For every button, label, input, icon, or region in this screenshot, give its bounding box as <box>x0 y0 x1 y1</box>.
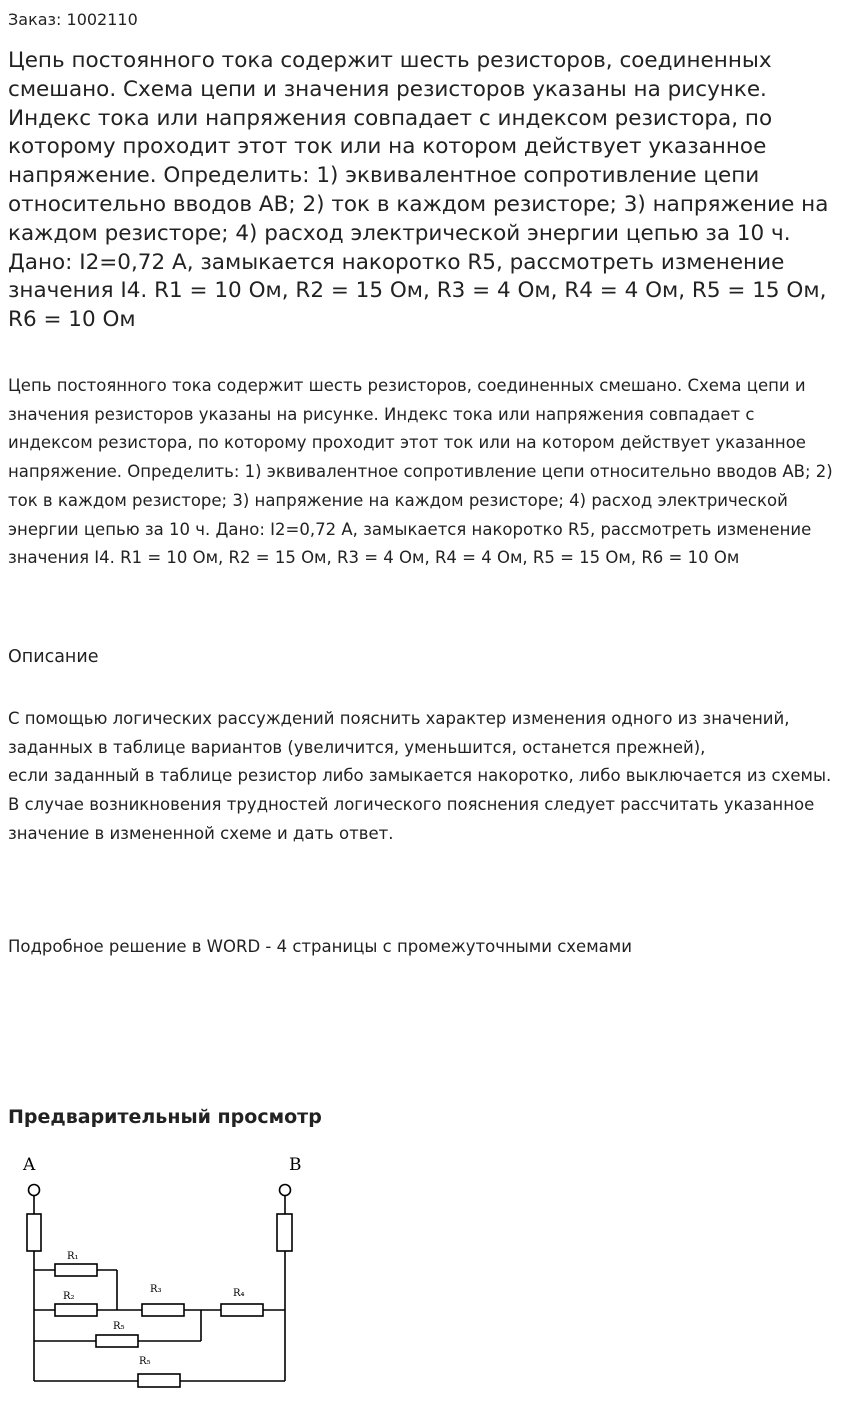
resistor-r2 <box>55 1304 97 1316</box>
description-heading: Описание <box>8 647 99 667</box>
resistor-r4 <box>221 1304 263 1316</box>
label-r5: R₅ <box>113 1321 125 1332</box>
label-bottom: R₅ <box>139 1356 151 1367</box>
resistor-bottom <box>138 1374 180 1387</box>
terminal-a-label: A <box>23 1155 36 1175</box>
terminal-a <box>29 1185 40 1196</box>
circuit-schematic <box>8 1143 328 1403</box>
label-r2: R₂ <box>63 1291 75 1302</box>
label-r4: R₄ <box>233 1288 245 1299</box>
intro-text: Цепь постоянного тока содержит шесть резисторов, соединенных смешано. Схема цепи и значения резисторов указаны на рисунке. Индекс тока или напряжения совпадает с индексом резистора, по которому проходит этот ток или на котором действует указанное напряжение. Определить: 1) эквивалентное сопротивление цепи относительно вводов AB; 2) ток в каждом резисторе; 3) напряжение на каждом резисторе; 4) расход электрической энергии цепью за 10 ч. Дано: I2=0,72 А, замыкается накоротко R5, рассмотреть изменение значения I4. R1 = 10 Ом, R2 = 15 Ом, R3 = 4 Ом, R4 = 4 Ом, R5 = 15 Ом, R6 = 10 Ом <box>8 376 833 568</box>
description-text: С помощью логических рассуждений пояснить характер изменения одного из значений, заданных в таблице вариантов (увеличится, уменьшится, останется прежней), если заданный в таблице резистор либо замыкается накоротко, либо выключается из схемы. В случае возникновения трудностей логического пояснения следует рассчитать указанное значение в измененной схеме и дать ответ. <box>8 709 832 843</box>
label-r1: R₁ <box>67 1251 79 1262</box>
page-title: Цепь постоянного тока содержит шесть резисторов, соединенных смешано. Схема цепи и значения резисторов указаны на рисунке. Индекс тока или напряжения совпадает с индексом резистора, по которому проходит этот ток или на котором действует указанное напряжение. Определить: 1) эквивалентное сопротивление цепи относительно вводов AB; 2) ток в каждом резисторе; 3) напряжение на каждом резисторе; 4) расход электрической энергии цепью за 10 ч. Дано: I2=0,72 А, замыкается накоротко R5, рассмотреть изменение значения I4. R1 = 10 Ом, R2 = 15 Ом, R3 = 4 Ом, R4 = 4 Ом, R5 = 15 Ом, R6 = 10 Ом <box>8 48 829 333</box>
resistor-r5 <box>96 1335 138 1347</box>
resistor-lead-a <box>27 1214 41 1251</box>
terminal-b <box>280 1185 291 1196</box>
terminal-b-label: B <box>289 1155 302 1175</box>
resistor-r1 <box>55 1264 97 1276</box>
resistor-lead-b <box>277 1214 292 1251</box>
order-number: Заказ: 1002110 <box>8 10 138 29</box>
label-r3: R₃ <box>150 1284 162 1295</box>
solution-note: Подробное решение в WORD - 4 страницы с промежуточными схемами <box>8 937 632 956</box>
preview-heading: Предварительный просмотр <box>8 1106 322 1128</box>
resistor-r3 <box>142 1304 184 1316</box>
